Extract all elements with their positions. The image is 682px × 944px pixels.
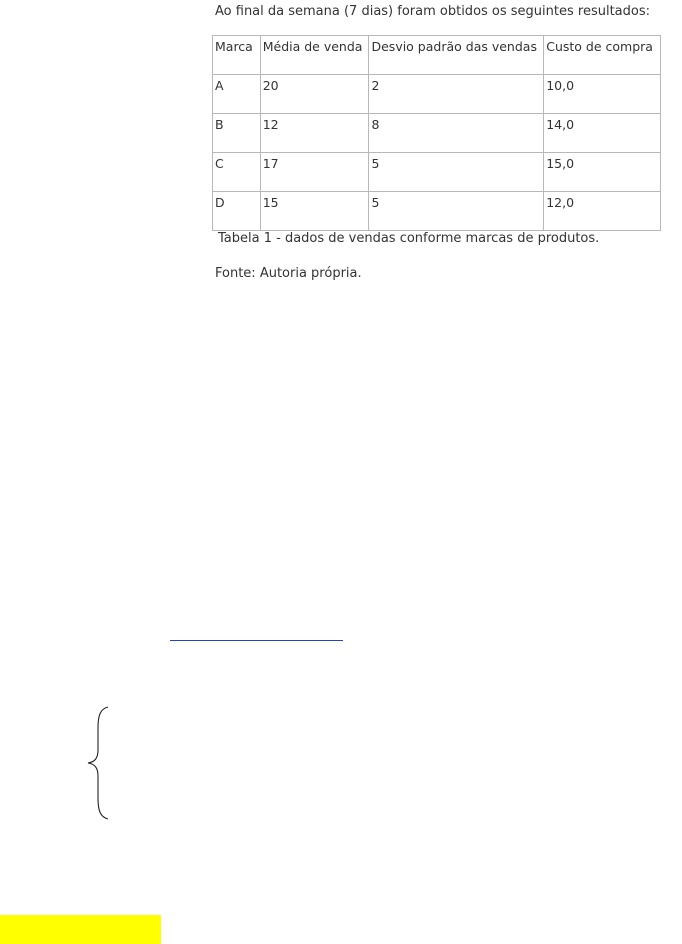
header-cell-desvio-padrao: Desvio padrão das vendas [369,36,544,75]
table-cell: 17 [260,153,369,192]
table-row [213,75,661,114]
header-cell-custo-compra: Custo de compra [544,36,661,75]
intro-text: Ao final da semana (7 dias) foram obtidos os seguintes resultados: [215,4,650,19]
table-cell: C [213,153,261,192]
table-cell: B [213,114,261,153]
table-source: Fonte: Autoria própria. [215,266,362,281]
table-cell: 15 [260,192,369,231]
table-cell: 2 [369,75,544,114]
table-cell: 5 [369,153,544,192]
table-cell: 12 [260,114,369,153]
table-cell: 14,0 [544,114,661,153]
table-cell: D [213,192,261,231]
table-row [213,153,661,192]
table-cell: 10,0 [544,75,661,114]
curly-brace-icon [86,706,112,820]
sales-table [212,35,661,231]
yellow-highlight-block [0,915,161,944]
table-cell: 5 [369,192,544,231]
table-cell: 12,0 [544,192,661,231]
table-row [213,192,661,231]
table-cell: A [213,75,261,114]
table-header-row [213,36,661,75]
table-cell: 8 [369,114,544,153]
header-cell-marca: Marca [213,36,261,75]
table-caption: Tabela 1 - dados de vendas conforme marcas de produtos. [218,231,600,246]
table-cell: 15,0 [544,153,661,192]
table-cell: 20 [260,75,369,114]
header-cell-media-venda: Média de venda [260,36,369,75]
table-row [213,114,661,153]
blue-underline-line [170,640,343,641]
